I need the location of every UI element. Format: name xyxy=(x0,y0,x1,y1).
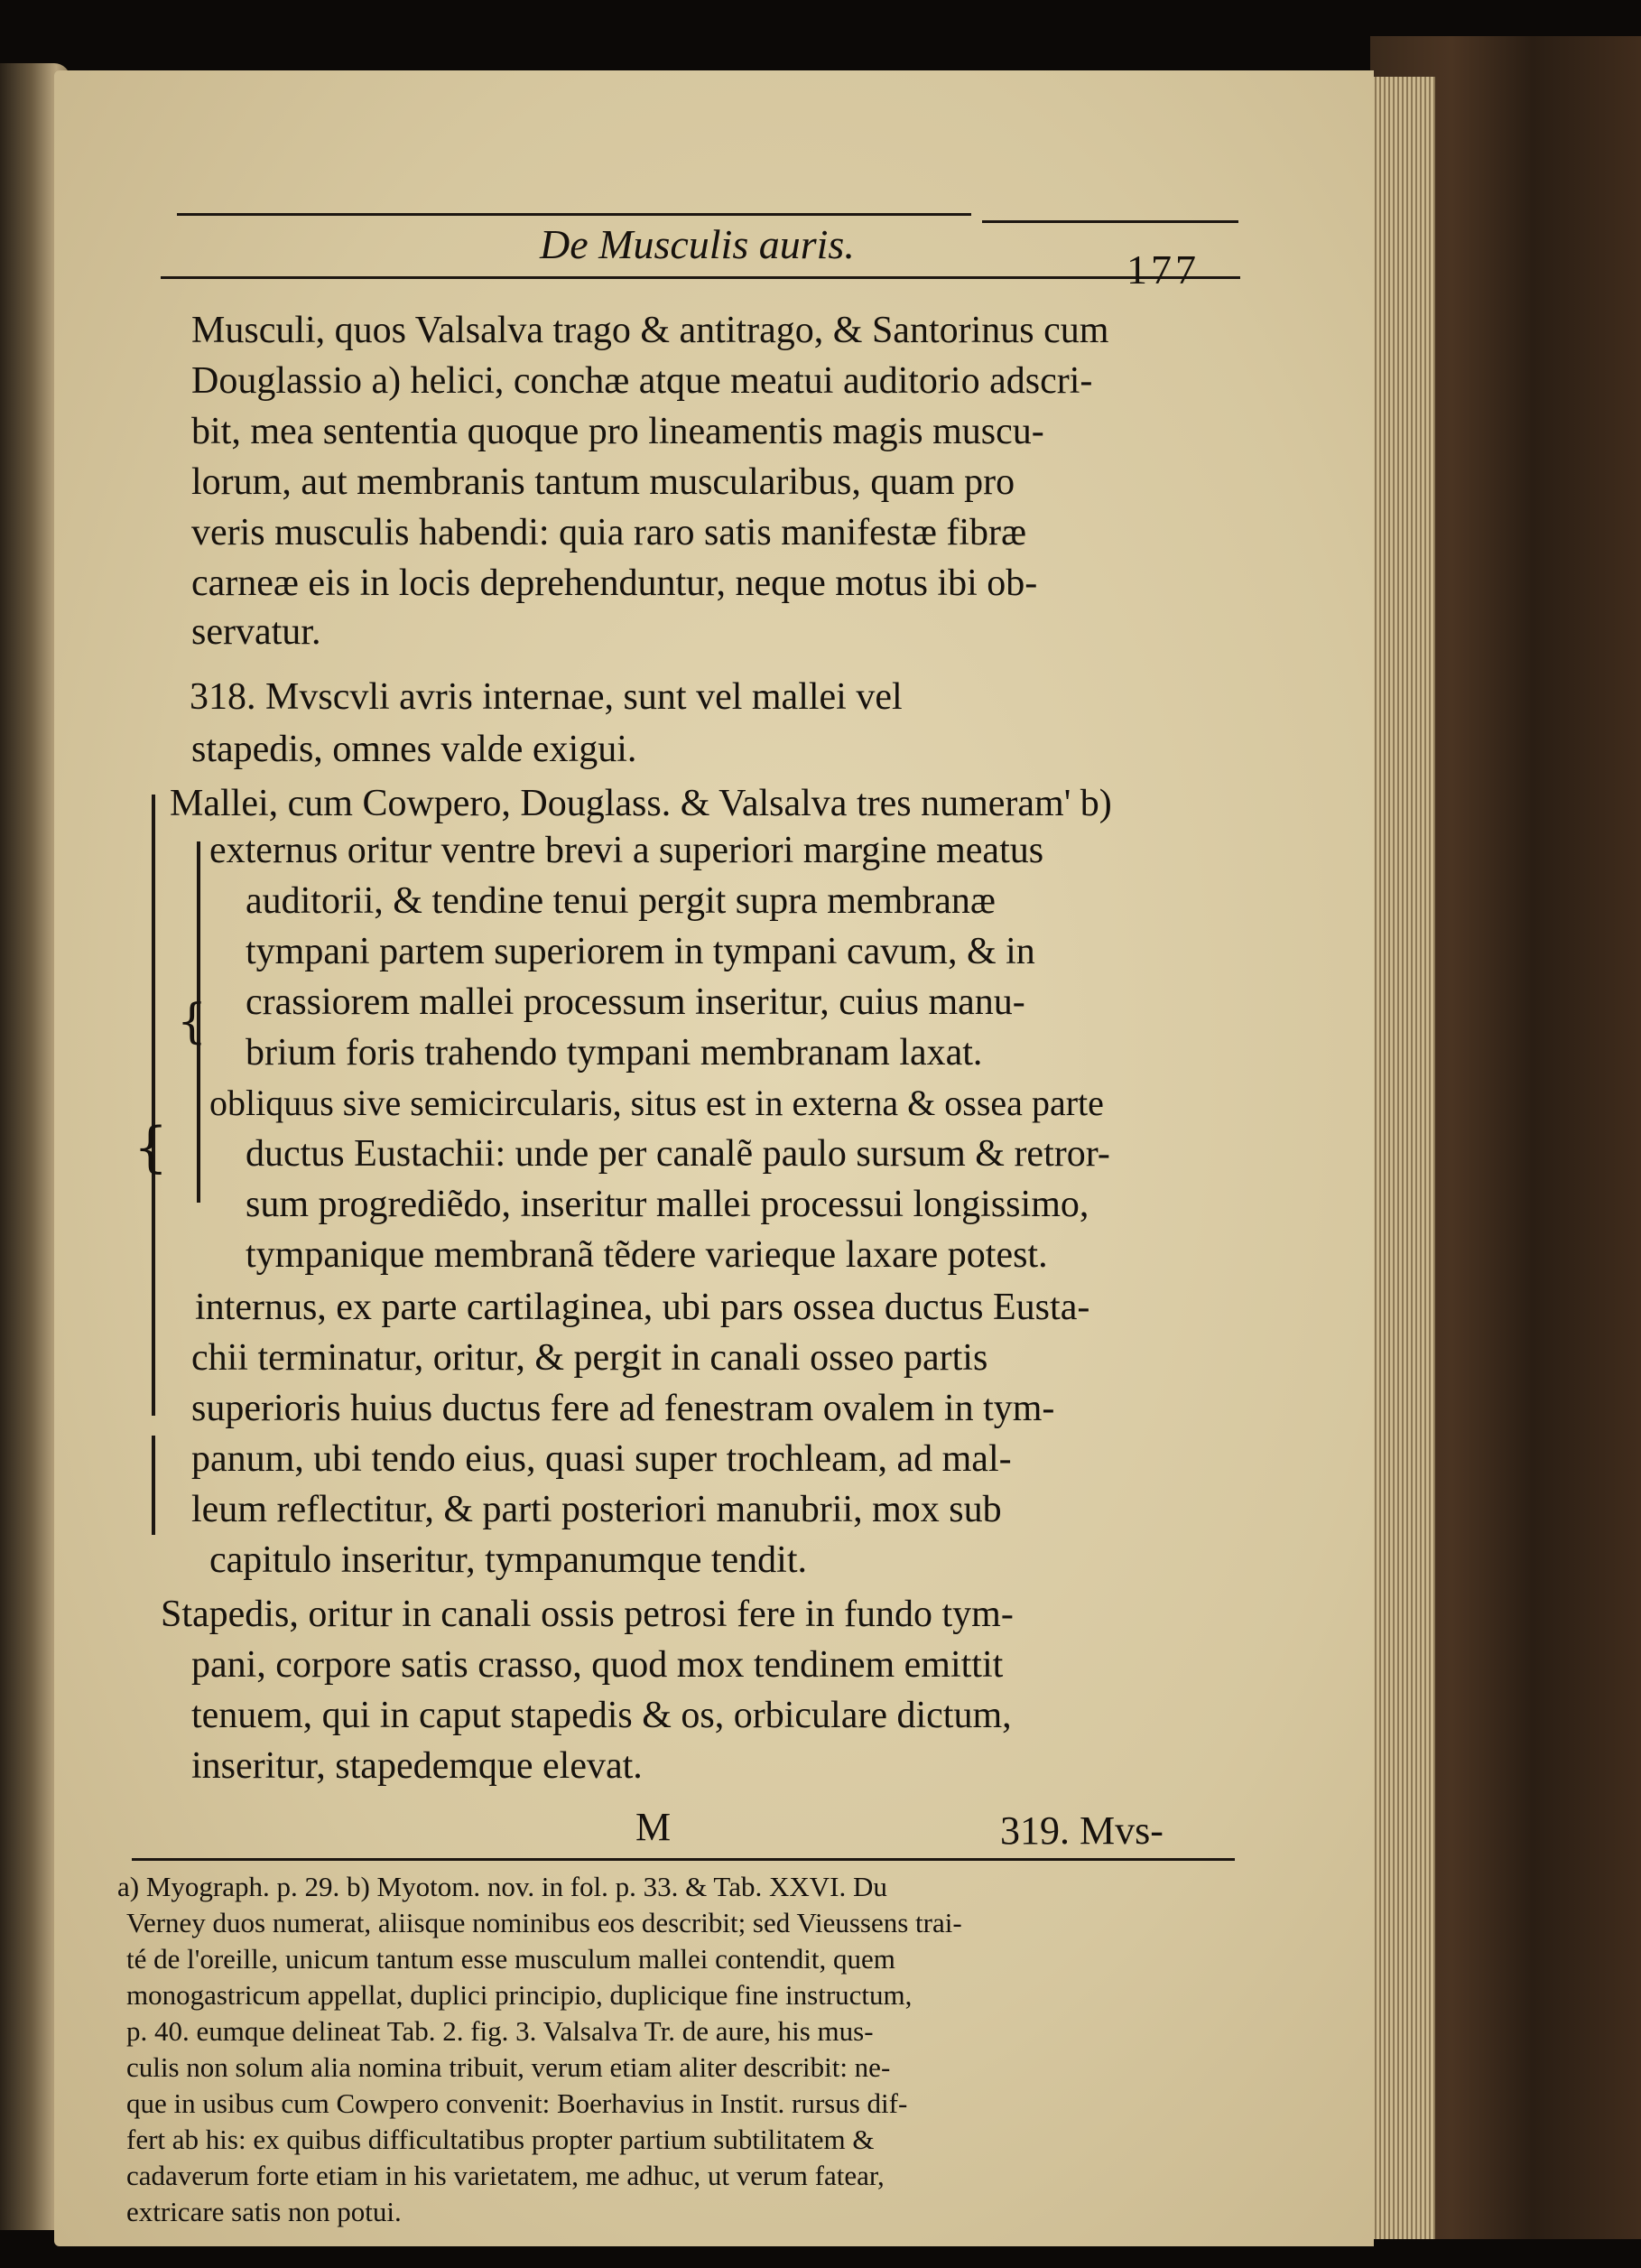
header-rule-top-left xyxy=(177,213,971,216)
footnote-rule xyxy=(132,1858,1235,1861)
body-line: stapedis, omnes valde exigui. xyxy=(191,729,637,770)
body-line: carneæ eis in locis deprehenduntur, neque motus ibi ob- xyxy=(191,562,1038,604)
obliquus-line: tympanique membranã tẽdere varieque laxare potest. xyxy=(246,1234,1048,1276)
body-line: servatur. xyxy=(191,611,321,653)
section-heading-318: 318. Mvscvli avris internae, sunt vel mallei vel xyxy=(190,676,903,718)
outer-brace-lower xyxy=(152,1436,155,1535)
footnote-line: p. 40. eumque delineat Tab. 2. fig. 3. Valsalva Tr. de aure, his mus- xyxy=(126,2015,874,2047)
body-line: bit, mea sententia quoque pro lineamentis magis muscu- xyxy=(191,411,1044,452)
stapedis-line: inseritur, stapedemque elevat. xyxy=(191,1745,643,1787)
mallei-intro: Mallei, cum Cowpero, Douglass. & Valsalva tres numeram' b) xyxy=(170,783,1112,824)
page-stack-edge xyxy=(1363,77,1435,2239)
body-line: lorum, aut membranis tantum muscularibus, quam pro xyxy=(191,461,1015,503)
header-rule-top-right xyxy=(982,220,1238,223)
signature-mark: M xyxy=(635,1805,672,1849)
externus-line: tympani partem superiorem in tympani cavum, & in xyxy=(246,931,1035,972)
externus-line: auditorii, & tendine tenui pergit supra membranæ xyxy=(246,880,996,922)
internus-line: leum reflectitur, & parti posteriori manubrii, mox sub xyxy=(191,1489,1002,1530)
footnote-line: cadaverum forte etiam in his varietatem, me adhuc, ut verum fatear, xyxy=(126,2160,885,2191)
internus-line: internus, ex parte cartilaginea, ubi pars ossea ductus Eusta- xyxy=(195,1287,1090,1328)
outer-brace-point: { xyxy=(134,1116,169,1179)
externus-line: brium foris trahendo tympani membranam laxat. xyxy=(246,1032,983,1074)
stapedis-line: tenuem, qui in caput stapedis & os, orbiculare dictum, xyxy=(191,1695,1012,1736)
obliquus-line: sum progrediẽdo, inseritur mallei processui longissimo, xyxy=(246,1184,1089,1225)
externus-line: crassiorem mallei processum inseritur, cuius manu- xyxy=(246,981,1025,1023)
footnote-line: que in usibus cum Cowpero convenit: Boerhavius in Instit. rursus dif- xyxy=(126,2087,908,2119)
body-line: Douglassio a) helici, conchæ atque meatui auditorio adscri- xyxy=(191,360,1093,402)
inner-brace-point: { xyxy=(177,995,208,1049)
externus-line: externus oritur ventre brevi a superiori margine meatus xyxy=(209,830,1044,871)
obliquus-line: ductus Eustachii: unde per canalẽ paulo sursum & retror- xyxy=(246,1133,1110,1175)
body-line: Musculi, quos Valsalva trago & antitrago, & Santorinus cum xyxy=(191,310,1109,351)
footnote-line: fert ab his: ex quibus difficultatibus propter partium subtilitatem & xyxy=(126,2124,875,2155)
header-rule-bottom xyxy=(161,276,1240,279)
footnote-line: extricare satis non potui. xyxy=(126,2196,402,2227)
body-line: veris musculis habendi: quia raro satis manifestæ fibræ xyxy=(191,512,1026,553)
footnote-line: Verney duos numerat, aliisque nominibus eos describit; sed Vieussens trai- xyxy=(126,1907,962,1938)
internus-line: capitulo inseritur, tympanumque tendit. xyxy=(209,1539,808,1581)
footnote-line: a) Myograph. p. 29. b) Myotom. nov. in fol. p. 33. & Tab. XXVI. Du xyxy=(117,1871,887,1902)
obliquus-line: obliquus sive semicircularis, situs est in externa & ossea parte xyxy=(209,1083,1104,1123)
stapedis-line: pani, corpore satis crasso, quod mox tendinem emittit xyxy=(191,1644,1004,1686)
internus-line: chii terminatur, oritur, & pergit in canali osseo partis xyxy=(191,1337,988,1379)
internus-line: superioris huius ductus fere ad fenestram ovalem in tym- xyxy=(191,1388,1055,1429)
catchword: 319. Mvs- xyxy=(1000,1808,1164,1853)
footnote-line: culis non solum alia nomina tribuit, verum etiam aliter describit: ne- xyxy=(126,2051,891,2083)
internus-line: panum, ubi tendo eius, quasi super trochleam, ad mal- xyxy=(191,1438,1012,1480)
stapedis-line: Stapedis, oritur in canali ossis petrosi fere in fundo tym- xyxy=(161,1594,1014,1635)
running-title: De Musculis auris. xyxy=(540,221,855,267)
footnote-line: té de l'oreille, unicum tantum esse musculum mallei contendit, quem xyxy=(126,1943,895,1975)
footnote-line: monogastricum appellat, duplici principio, duplicique fine instructum, xyxy=(126,1979,913,2011)
page-number: 177 xyxy=(1126,246,1200,293)
outer-brace xyxy=(152,795,155,1416)
